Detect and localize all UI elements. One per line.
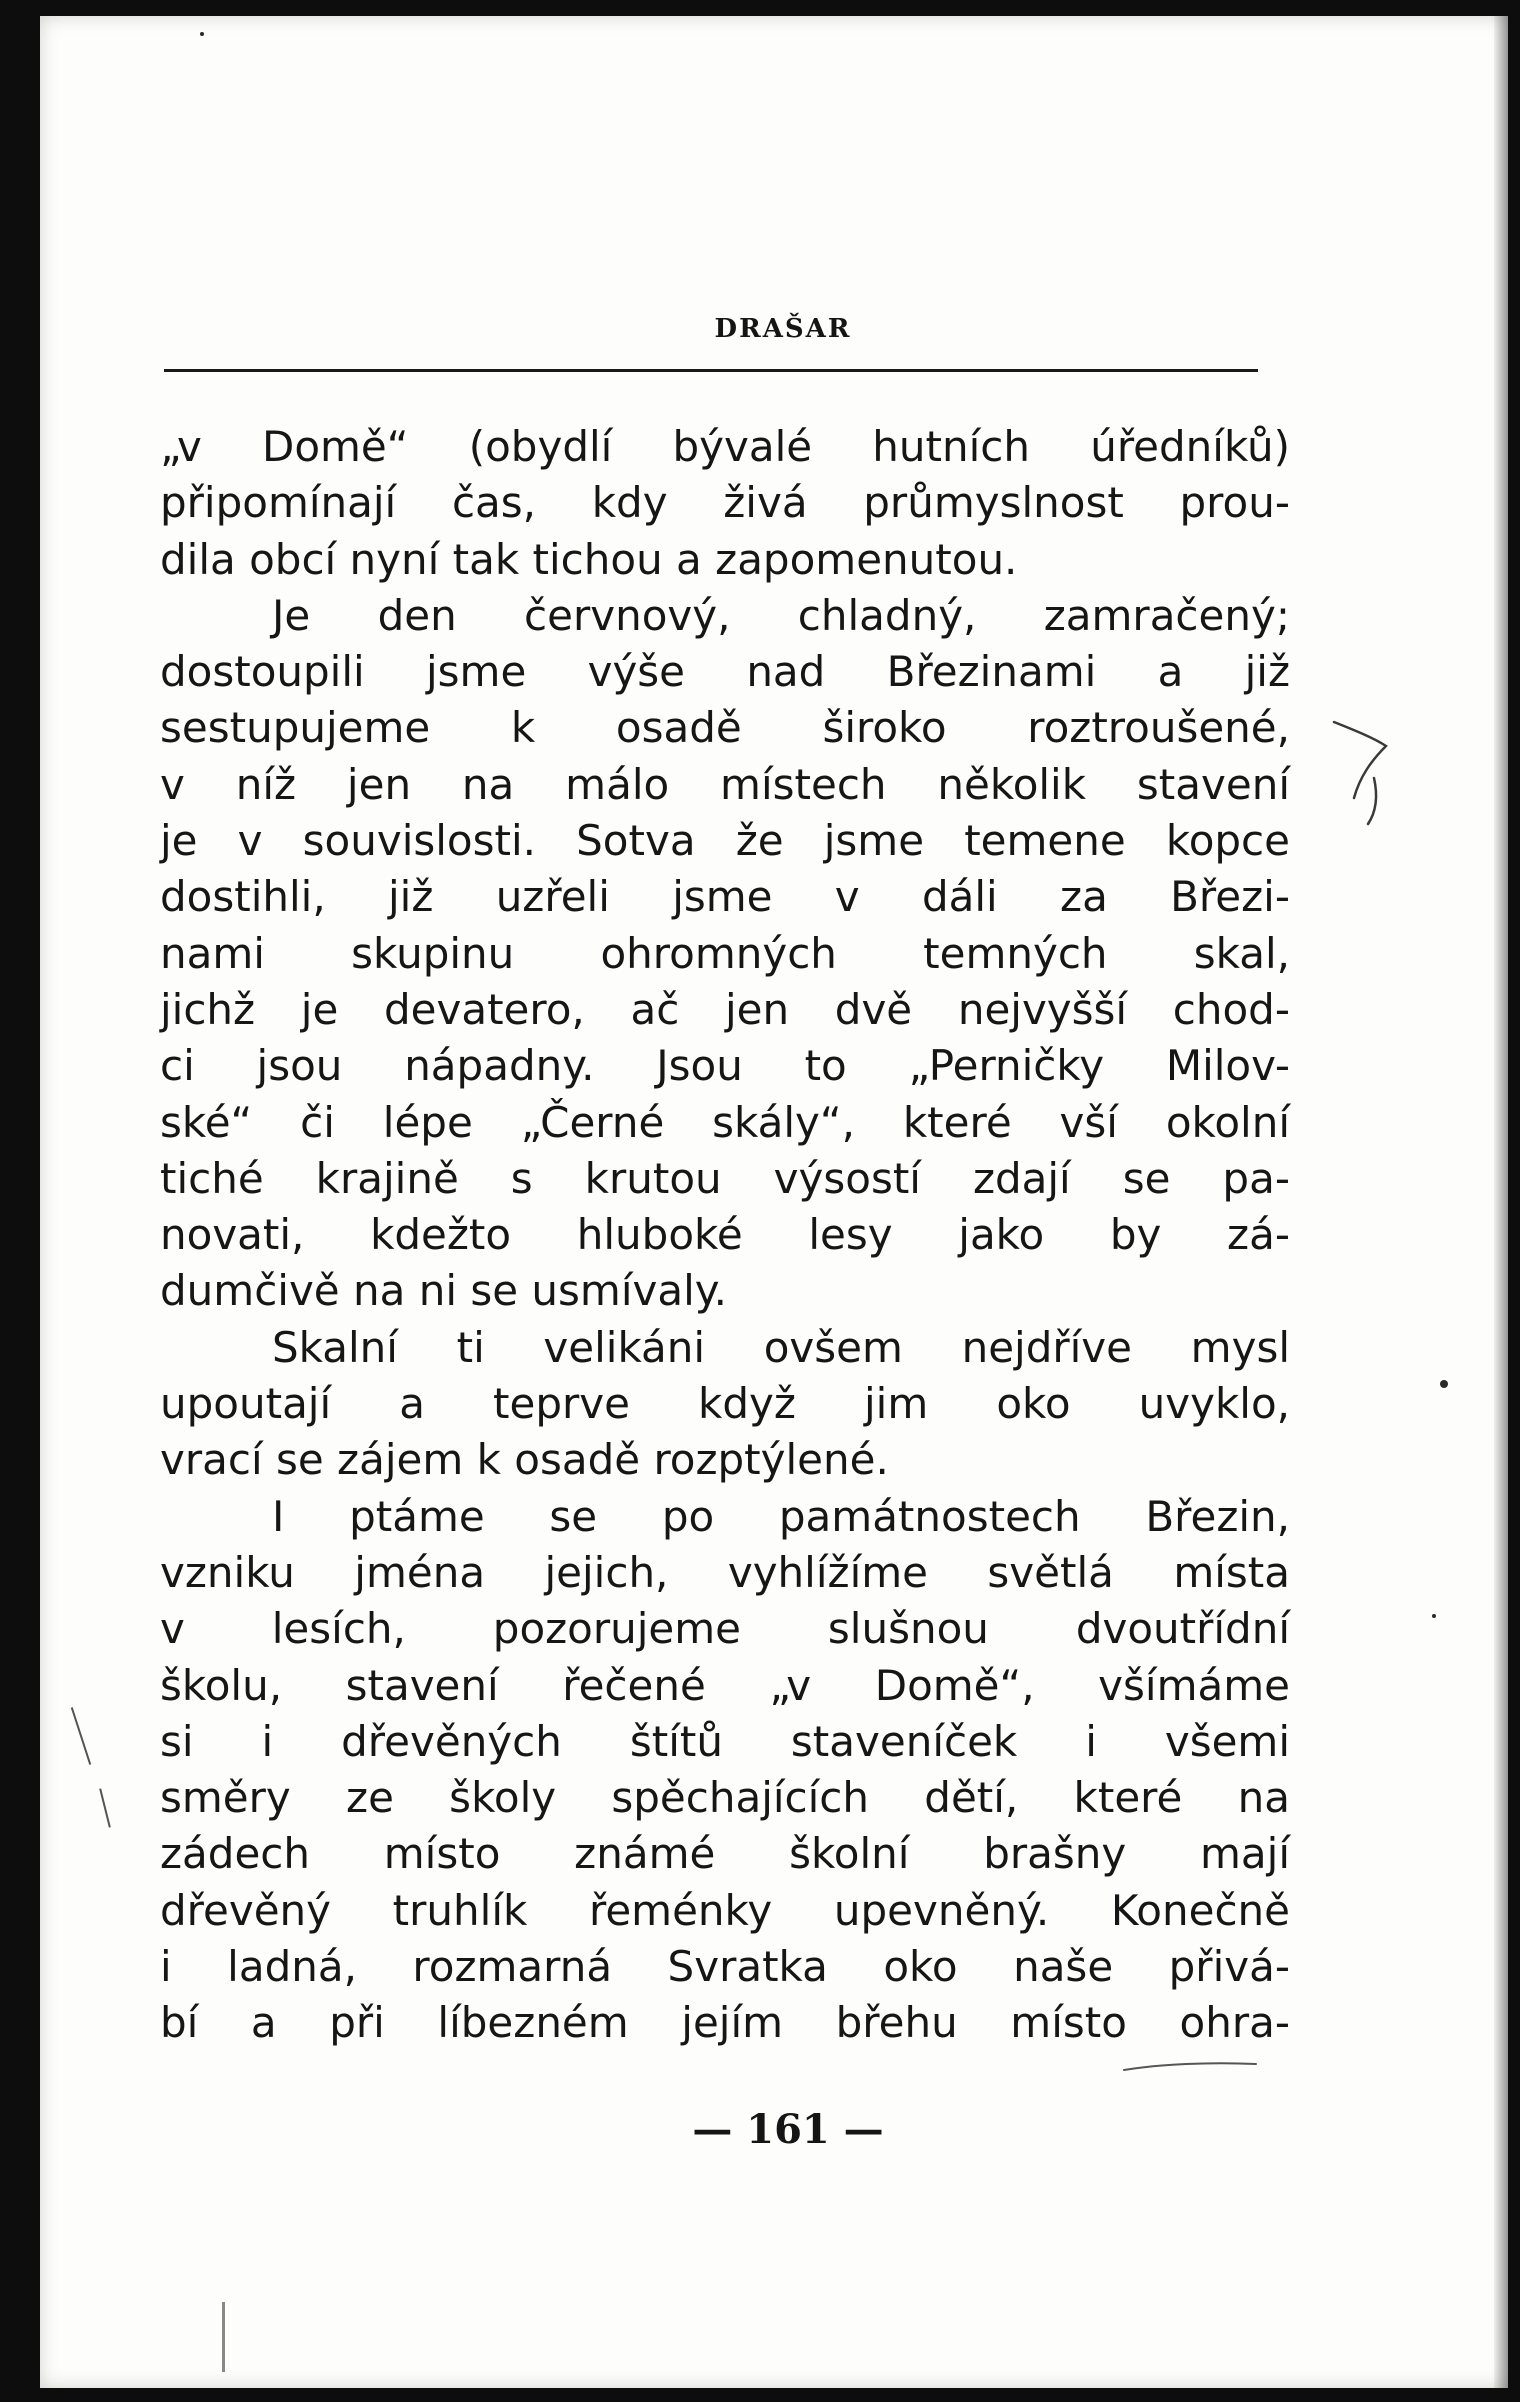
text-line: ské“ či lépe „Černé skály“, které vší okolní [160, 1097, 1290, 1147]
page-number: — 161 — [692, 2106, 884, 2153]
text-line: dostihli, již uzřeli jsme v dáli za Březi- [160, 872, 1290, 922]
text-line: směry ze školy spěchajících dětí, které na [160, 1773, 1290, 1823]
text-line: zádech místo známé školní brašny mají [160, 1829, 1290, 1879]
text-line: dostoupili jsme výše nad Březinami a již [160, 647, 1290, 697]
text-line: tiché krajině s krutou výsostí zdají se pa- [160, 1153, 1290, 1203]
text-line: ci jsou nápadny. Jsou to „Perničky Milov- [160, 1041, 1290, 1091]
text-line: si i dřevěných štítů staveníček i všemi [160, 1716, 1290, 1766]
pencil-mark [1326, 716, 1396, 836]
text-line: připomínají čas, kdy živá průmyslnost prou- [160, 478, 1290, 528]
text-line: sestupujeme k osadě široko roztroušené, [160, 703, 1290, 753]
text-line: dřevěný truhlík řeménky upevněný. Konečně [160, 1885, 1290, 1935]
text-line: vzniku jména jejich, vyhlížíme světlá místa [160, 1547, 1290, 1597]
text-line: v lesích, pozorujeme slušnou dvoutřídní [160, 1604, 1290, 1654]
margin-mark [222, 2302, 225, 2372]
dust-speck [1432, 1614, 1436, 1618]
text-line: vrací se zájem k osadě rozptýlené. [160, 1435, 889, 1485]
body-text [160, 419, 1290, 2052]
text-line: dumčivě na ni se usmívaly. [160, 1266, 727, 1316]
text-line: bí a při líbezném jejím břehu místo ohra- [160, 1998, 1290, 2048]
text-line: I ptáme se po památnostech Březin, [272, 1491, 1290, 1541]
header-rule [164, 369, 1258, 372]
running-title: DRAŠAR [714, 314, 852, 344]
text-line: je v souvislosti. Sotva že jsme temene kopce [160, 816, 1290, 866]
text-line: novati, kdežto hluboké lesy jako by zá- [160, 1210, 1290, 1260]
text-line: v níž jen na málo místech několik stavení [160, 759, 1290, 809]
text-line: dila obcí nyní tak tichou a zapomenutou. [160, 534, 1018, 584]
underline-mark [1120, 2056, 1260, 2076]
text-line: Skalní ti velikáni ovšem nejdříve mysl [272, 1322, 1290, 1372]
dust-speck [200, 32, 204, 36]
text-line: školu, stavení řečené „v Domě“, všímáme [160, 1660, 1290, 1710]
text-line: upoutají a teprve když jim oko uvyklo, [160, 1379, 1290, 1429]
book-page [40, 16, 1508, 2388]
text-line: Je den červnový, chladný, zamračený; [272, 590, 1290, 640]
margin-mark [99, 1788, 111, 1827]
text-line: „v Domě“ (obydlí bývalé hutních úředníků) [160, 422, 1290, 471]
text-line: i ladná, rozmarná Svratka oko naše přivá- [160, 1942, 1290, 1992]
margin-mark [71, 1707, 91, 1765]
text-line: nami skupinu ohromných temných skal, [160, 928, 1290, 978]
text-line: jichž je devatero, ač jen dvě nejvyšší chod- [160, 984, 1290, 1034]
dust-speck [1440, 1380, 1448, 1388]
